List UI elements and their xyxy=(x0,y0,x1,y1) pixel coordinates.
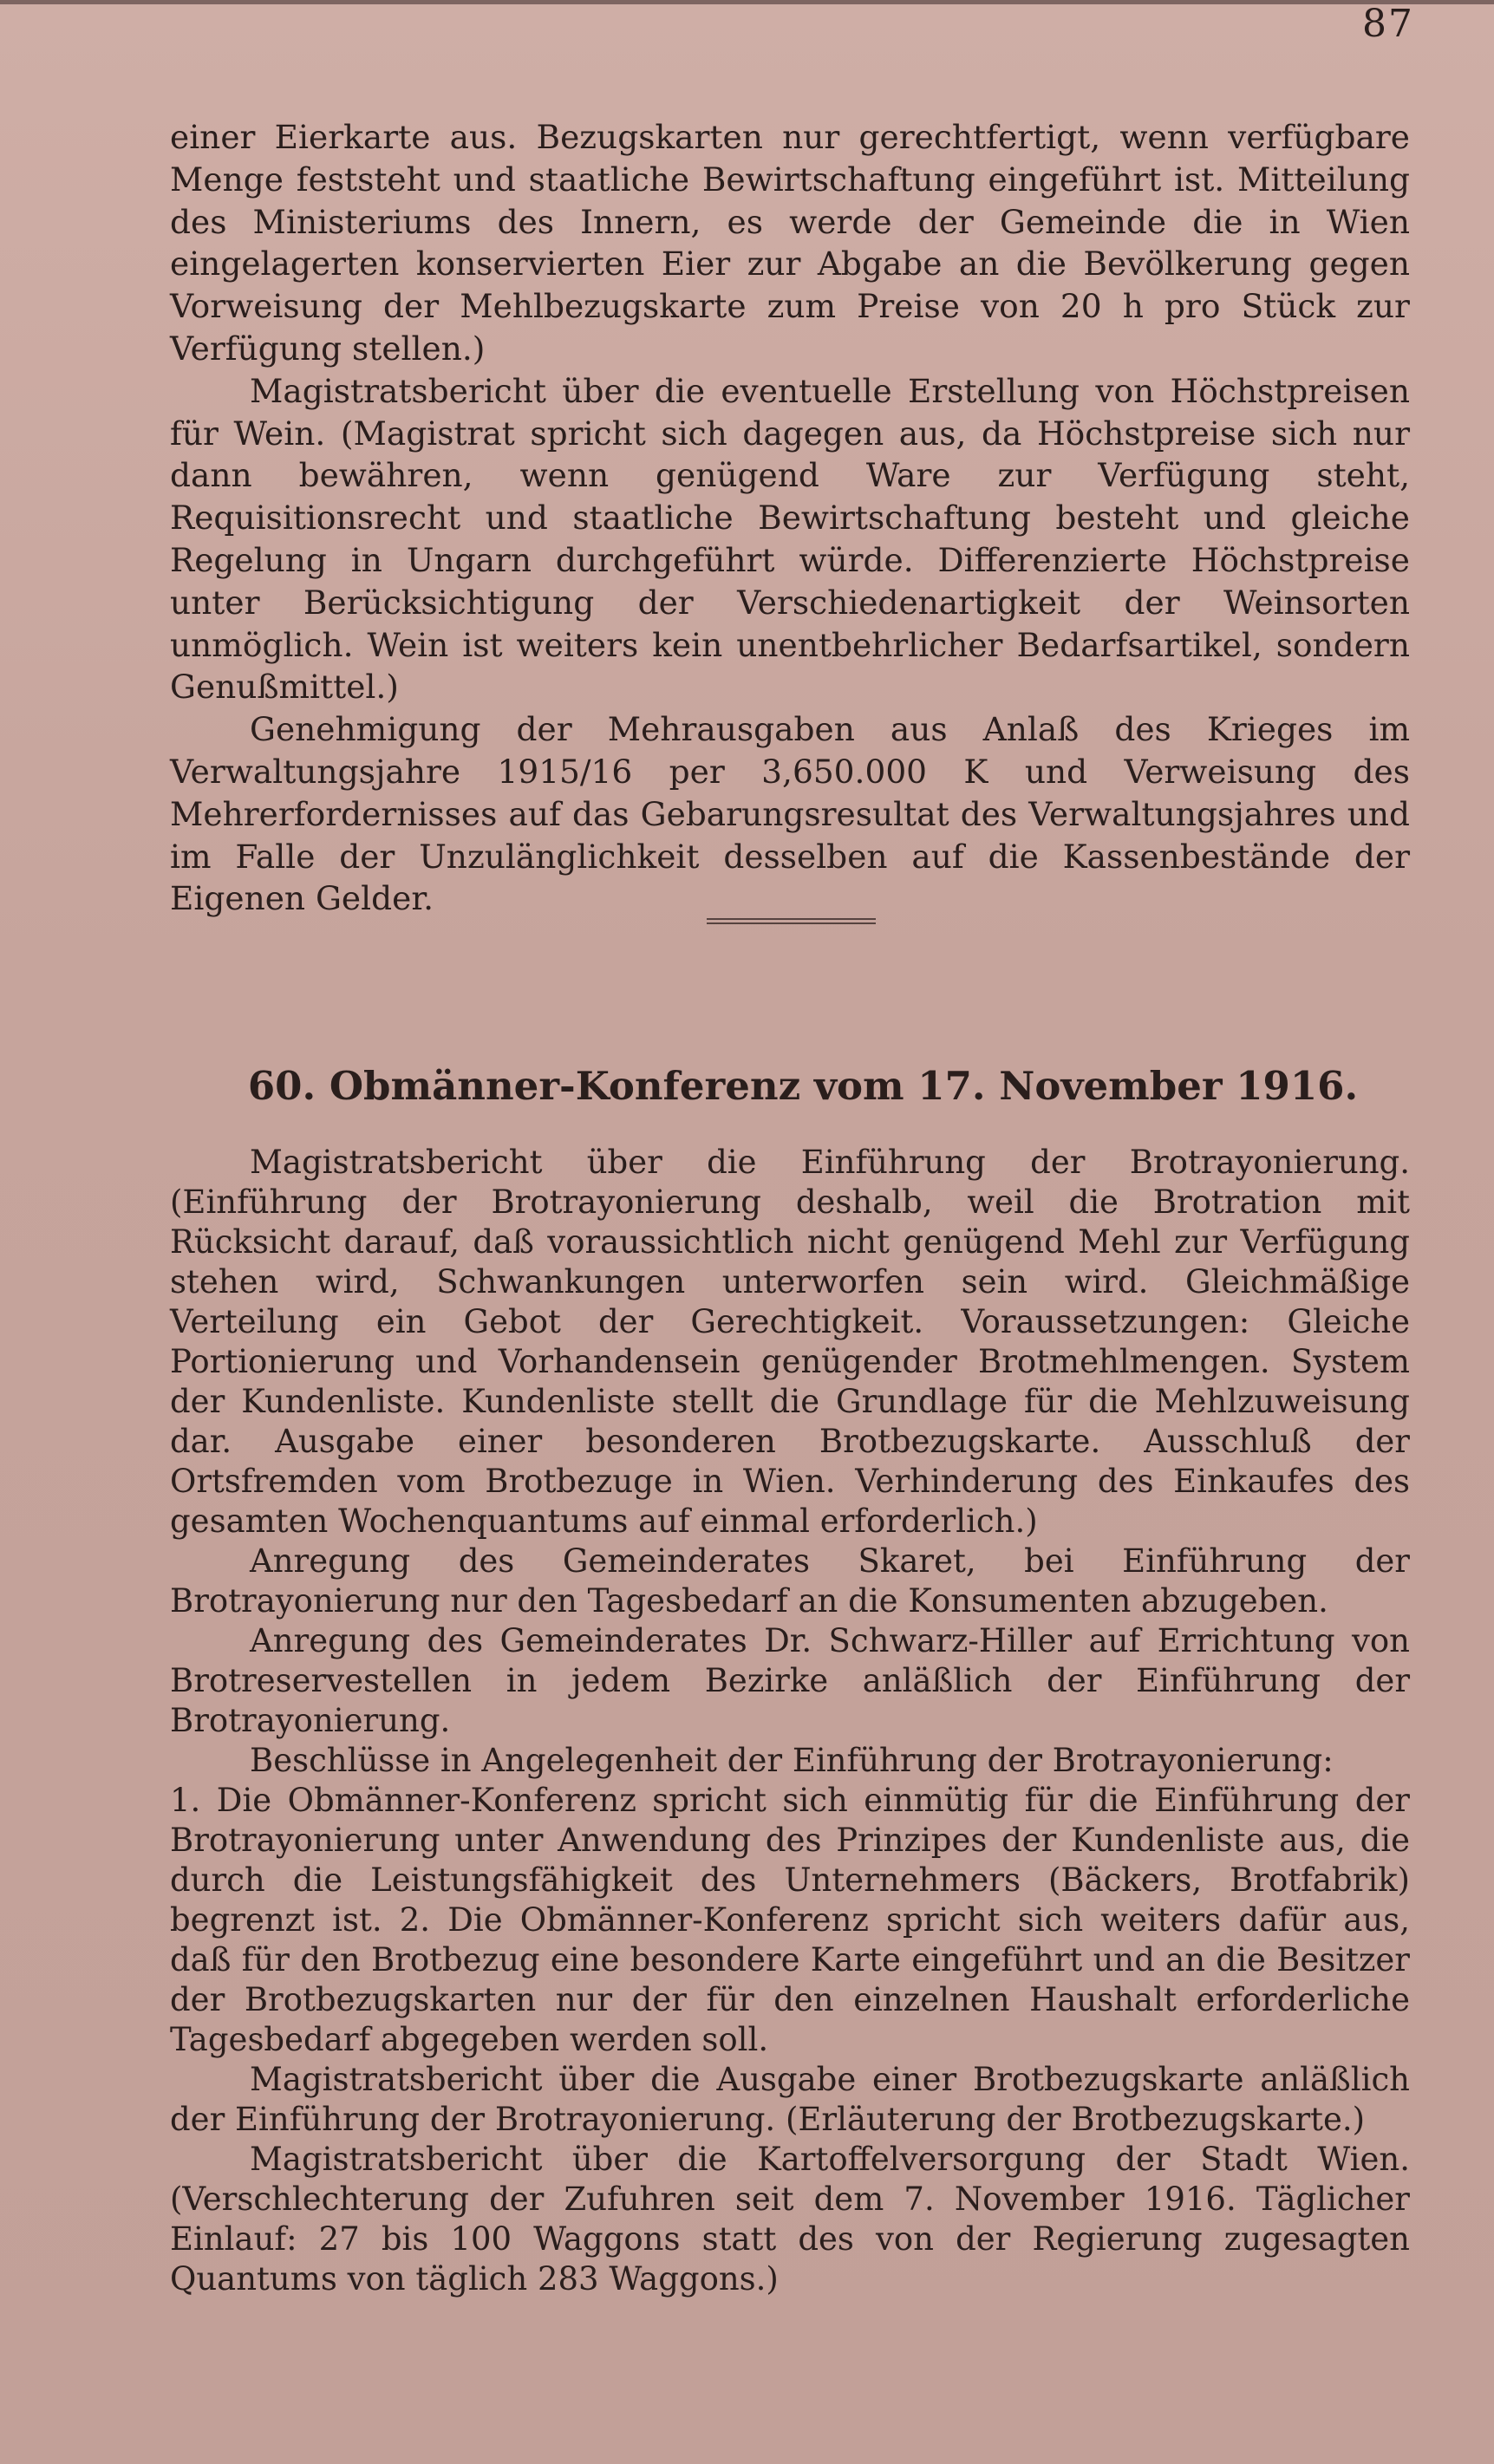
paragraph: Magistratsbericht über die Kartoffelversorgung der Stadt Wien. (Verschlechterung der Zufuhren seit dem 7. November 1916. Täglicher Einlauf: 27 bis 100 Waggons statt des von der Regierung zugesagten Quantums von täglich 283 Waggons.) xyxy=(170,2141,1410,2298)
page-number: 87 xyxy=(1362,2,1414,46)
paragraph: Anregung des Gemeinderates Skaret, bei Einführung der Brotrayonierung nur den Tagesbedarf an die Konsumenten abzugeben. xyxy=(170,1542,1410,1620)
paragraph: Genehmigung der Mehrausgaben aus Anlaß des Krieges im Verwaltungsjahre 1915/16 per 3,650.000 K und Verweisung des Mehrerfordernisses auf das Gebarungsresultat des Verwaltungsjahres und im Falle der Unzulänglichkeit desselben auf die Kassenbestände der Eigenen Gelder. xyxy=(170,710,1410,918)
paragraph: Beschlüsse in Angelegenheit der Einführung der Brotrayonierung: xyxy=(250,1742,1334,1779)
paragraph: 1. Die Obmänner-Konferenz spricht sich einmütig für die Einführung der Brotrayonierung unter Anwendung des Prinzipes der Kundenliste aus, die durch die Leistungsfähigkeit des Unternehmers (Bäckers, Brotfabrik) begrenzt ist. 2. Die Obmänner-Konferenz spricht sich weiters dafür aus, daß für den Brotbezug eine besondere Karte eingeführt und an die Besitzer der Brotbezugskarten nur der für den einzelnen Haushalt erforderliche Tagesbedarf abgegeben werden soll. xyxy=(170,1782,1410,2058)
section-previous-continuation xyxy=(170,116,1410,920)
top-border-rule xyxy=(0,0,1494,4)
section-separator xyxy=(707,918,876,927)
paragraph: Magistratsbericht über die Einführung der Brotrayonierung. (Einführung der Brotrayonierung deshalb, weil die Brotration mit Rücksicht darauf, daß voraussichtlich nicht genügend Mehl zur Verfügung stehen wird, Schwankungen unterworfen sein wird. Gleichmäßige Verteilung ein Gebot der Gerechtigkeit. Voraussetzungen: Gleiche Portionierung und Vorhandensein genügender Brotmehlmengen. System der Kundenliste. Kundenliste stellt die Grundlage für die Mehlzuweisung dar. Ausgabe einer besonderen Brotbezugskarte. Ausschluß der Ortsfremden vom Brotbezuge in Wien. Verhinderung des Einkaufes des gesamten Wochenquantums auf einmal erforderlich.) xyxy=(170,1144,1410,1540)
paragraph: einer Eierkarte aus. Bezugskarten nur gerechtfertigt, wenn verfügbare Menge feststeht und staatliche Bewirtschaftung eingeführt ist. Mitteilung des Ministeriums des Innern, es werde der Gemeinde die in Wien eingelagerten konservierten Eier zur Abgabe an die Bevölkerung gegen Vorweisung der Mehlbezugskarte zum Preise von 20 h pro Stück zur Verfügung stellen.) xyxy=(170,118,1410,368)
section-60-body xyxy=(170,1143,1410,2299)
paragraph: Anregung des Gemeinderates Dr. Schwarz-Hiller auf Errichtung von Brotreservestellen in jedem Bezirke anläßlich der Einführung der Brotrayonierung. xyxy=(170,1622,1410,1739)
paragraph: Magistratsbericht über die Ausgabe einer Brotbezugskarte anläßlich der Einführung der Brotrayonierung. (Erläuterung der Brotbezugskarte.) xyxy=(170,2061,1410,2138)
paragraph: Magistratsbericht über die eventuelle Erstellung von Höchstpreisen für Wein. (Magistrat spricht sich dagegen aus, da Höchstpreise sich nur dann bewähren, wenn genügend Ware zur Verfügung steht, Requisitionsrecht und staatliche Bewirtschaftung besteht und gleiche Regelung in Ungarn durchgeführt würde. Differenzierte Höchstpreise unter Berücksichtigung der Verschiedenartigkeit der Weinsorten unmöglich. Wein ist weiters kein unentbehrlicher Bedarfsartikel, sondern Genußmittel.) xyxy=(170,371,1410,707)
section-heading: 60. Obmänner-Konferenz vom 17. November 1916. xyxy=(247,1063,1359,1109)
